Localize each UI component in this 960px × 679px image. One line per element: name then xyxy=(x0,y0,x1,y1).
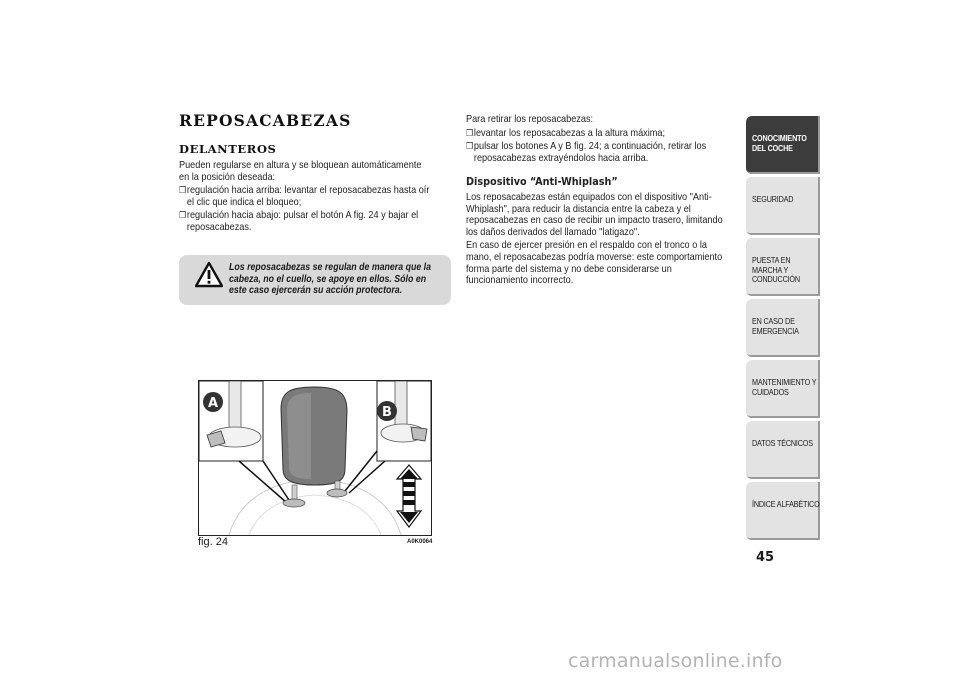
headrest-illustration xyxy=(199,381,431,535)
tab-mantenimiento[interactable] xyxy=(746,360,820,418)
tab-label: PUESTA EN MARCHA Y CONDUCCIÓN xyxy=(752,255,800,285)
tab-label: MANTENIMIENTO Y CUIDADOS xyxy=(752,377,817,397)
warning-text: Los reposacabezas se regulan de manera que la cabeza, no el cuello, se apoye en ellos. Sólo en este caso ejercerán su acción protectora. xyxy=(229,262,432,296)
chapter-tabs xyxy=(746,116,820,543)
tab-label: EN CASO DE EMERGENCIA xyxy=(752,316,799,336)
tab-indice-alfabetico[interactable] xyxy=(746,482,820,540)
figure-code: A0K0064 xyxy=(407,539,433,545)
tab-conocimiento-del-coche[interactable] xyxy=(746,116,820,174)
figure-caption: fig. 24 xyxy=(198,536,228,548)
tab-label: CONOCIMIENTO DEL COCHE xyxy=(752,133,807,153)
warning-box xyxy=(179,255,451,305)
tab-label: DATOS TÉCNICOS xyxy=(752,438,813,448)
page-number: 45 xyxy=(756,550,775,565)
figure-label-b: B xyxy=(382,405,392,420)
tab-en-caso-de-emergencia[interactable] xyxy=(746,299,820,357)
section-subtitle: DELANTEROS xyxy=(179,142,277,156)
right-column xyxy=(466,114,726,289)
tab-label: SEGURIDAD xyxy=(752,194,794,204)
list-item: ❒ regulación hacia arriba: levantar el reposacabezas hasta oír el clic que indica el bloqueo; xyxy=(179,185,430,208)
left-column xyxy=(179,160,430,236)
intro-text: Pueden regularse en altura y se bloquean automáticamente en la posición deseada: xyxy=(179,160,422,183)
tab-label: ÍNDICE ALFABÉTICO xyxy=(752,499,820,509)
tab-seguridad[interactable] xyxy=(746,177,820,235)
watermark: carmanualsonline.info xyxy=(568,650,783,672)
paragraph: Los reposacabezas están equipados con el dispositivo "Anti-Whiplash", para reducir la distancia entre la cabeza y el reposacabezas en caso de recibir un impacto trasero, limitando los daños derivados del llamado "latigazo". xyxy=(466,191,723,238)
tab-datos-tecnicos[interactable] xyxy=(746,421,820,479)
headrest-figure xyxy=(198,380,432,536)
subsection-heading: Dispositivo “Anti-Whiplash” xyxy=(466,175,618,189)
figure-label-a: A xyxy=(207,396,219,411)
list-item: ❒ levantar los reposacabezas a la altura máxima; xyxy=(466,128,726,140)
warning-triangle-icon xyxy=(195,262,223,288)
tab-puesta-en-marcha[interactable] xyxy=(746,238,820,296)
intro-text: Para retirar los reposacabezas: xyxy=(466,114,594,125)
list-item: ❒ regulación hacia abajo: pulsar el botón A fig. 24 y bajar el reposacabezas. xyxy=(179,210,430,233)
list-item: ❒ pulsar los botones A y B fig. 24; a continuación, retirar los reposacabezas extrayéndolos hacia arriba. xyxy=(466,141,726,164)
paragraph: En caso de ejercer presión en el respaldo con el tronco o la mano, el reposacabezas podría moverse: este comportamiento forma parte del sistema y no debe considerarse un funcionamiento incorrecto. xyxy=(466,240,723,287)
section-title: REPOSACABEZAS xyxy=(179,111,352,130)
